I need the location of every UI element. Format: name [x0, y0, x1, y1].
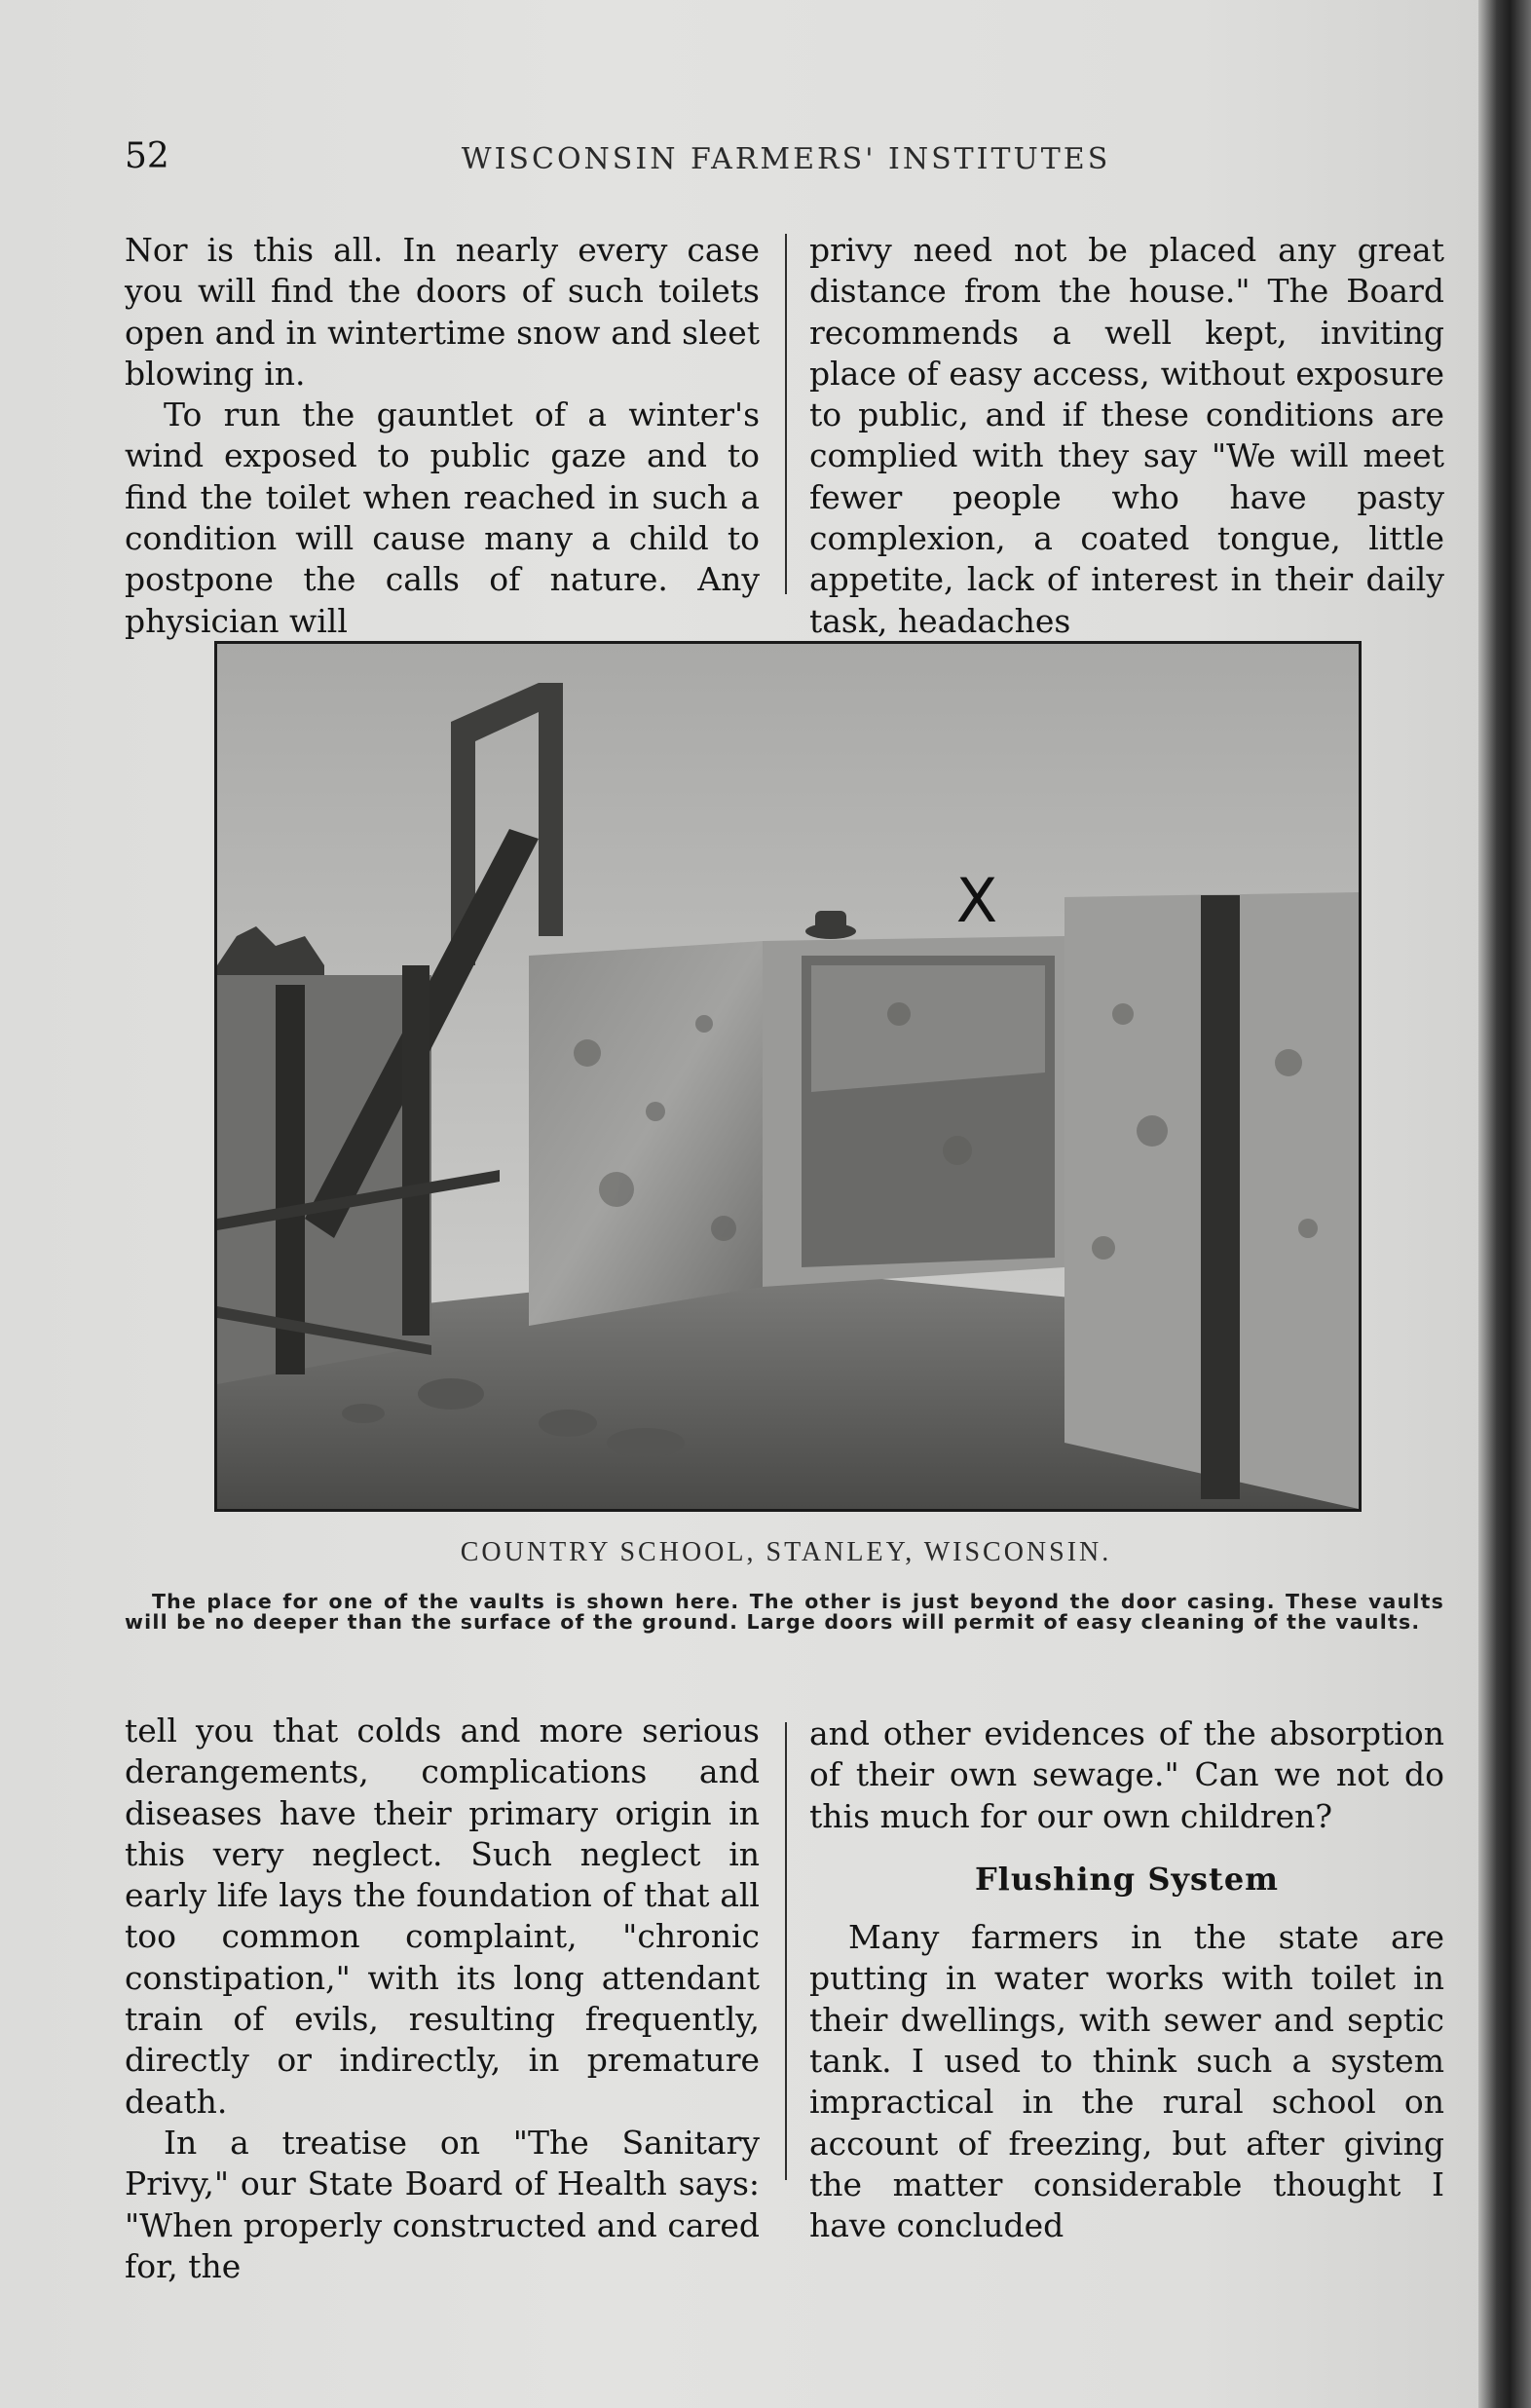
paragraph: To run the gauntlet of a winter's wind exposed to public gaze and to find the toilet when reached in such a condition will cause many a child to postpone the calls of nature. Any physician will [125, 395, 760, 640]
column-rule [785, 234, 787, 594]
paragraph: and other evidences of the absorption of their own sewage." Can we not do this much for our own children? [809, 1714, 1444, 1835]
school-privy-photo [217, 644, 1359, 1509]
top-right-column [809, 230, 1444, 642]
x-mark: X [955, 865, 998, 936]
figure-caption [125, 1592, 1444, 1633]
concrete-wall [529, 941, 763, 1326]
running-head: WISCONSIN FARMERS' INSTITUTES [461, 142, 1111, 176]
column-rule [785, 1722, 787, 2180]
section-heading: Flushing System [974, 1860, 1280, 1898]
paragraph: Many farmers in the state are putting in water works with toilet in their dwellings, with sewer and septic tank. I used to think such a system impractical in the rural school on account of freezing, but after giving the matter considerable thought I have concluded [809, 1918, 1444, 2245]
figure-title: COUNTRY SCHOOL, STANLEY, WISCONSIN. [460, 1537, 1112, 1567]
caption-text: The place for one of the vaults is shown here. The other is just beyond the door casing. These vaults will be no deeper than the surface of the ground. Large doors will permit of easy cleaning of the vaults. [125, 1590, 1444, 1634]
page-header [125, 136, 1447, 185]
photograph [214, 641, 1362, 1512]
paragraph: privy need not be placed any great distance from the house." The Board recommends a well kept, inviting place of easy access, without exposure to public, and if these conditions are complied with they say "We will meet fewer people who have pasty complexion, a coated tongue, little appetite, lack of interest in their daily task, headaches [809, 231, 1444, 640]
bottom-left-column [125, 1711, 760, 2287]
page-edge [1478, 0, 1531, 2408]
paragraph: In a treatise on "The Sanitary Privy," our State Board of Health says: "When properly constructed and cared for, the [125, 2123, 760, 2285]
top-left-column [125, 230, 760, 642]
paragraph: tell you that colds and more serious derangements, complications and diseases have their primary origin in this very neglect. Such neglect in early life lays the foundation of that all too common complaint, "chronic constipation," with its long attendant train of evils, resulting frequently, directly or indirectly, in premature death. [125, 1712, 760, 2121]
page-number: 52 [125, 136, 169, 176]
paragraph: Nor is this all. In nearly every case you will find the doors of such toilets open and in wintertime snow and sleet blowing in. [125, 231, 760, 393]
bottom-right-column [809, 1713, 1444, 2247]
